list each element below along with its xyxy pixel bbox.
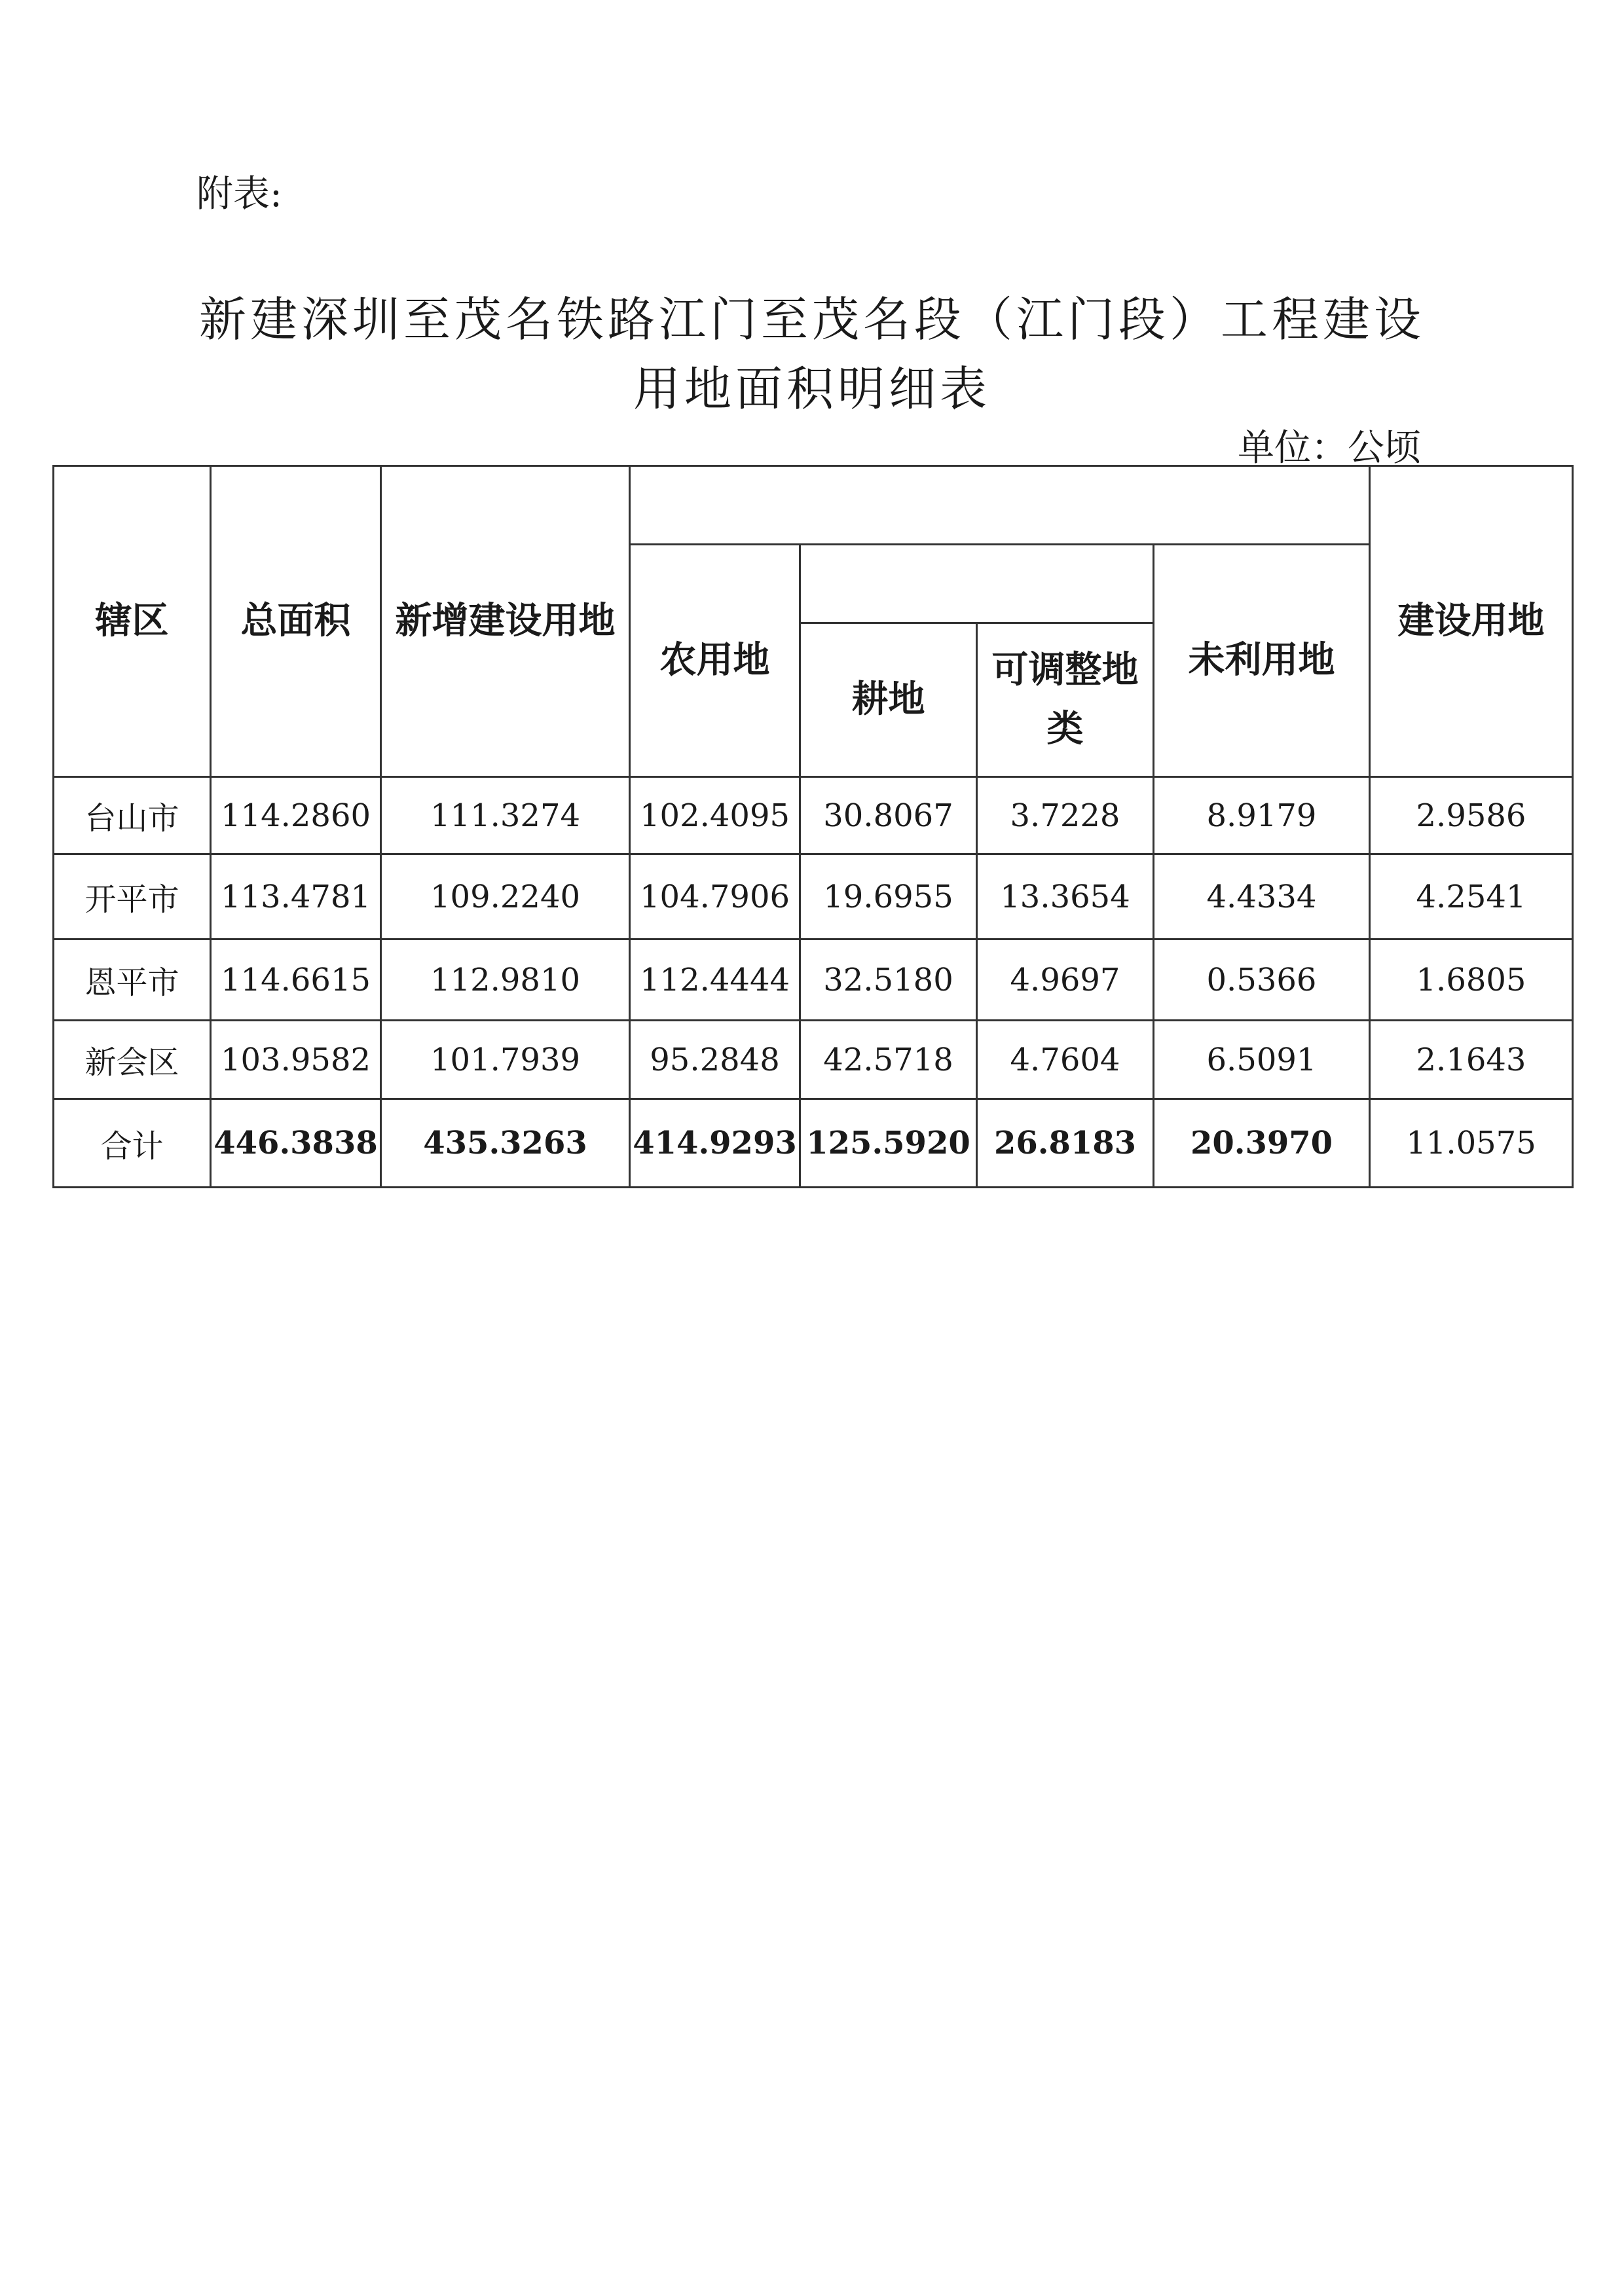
header-total-area: 总面积	[211, 466, 381, 777]
cell-cultivated-land: 19.6955	[800, 854, 977, 939]
row-name: 台山市	[54, 777, 211, 854]
total-total-area: 446.3838	[211, 1099, 381, 1188]
cell-construction-land: 2.1643	[1370, 1021, 1573, 1099]
cell-new-construction-land: 109.2240	[381, 854, 630, 939]
cell-total-area: 114.6615	[211, 939, 381, 1021]
cell-adjustable-land: 13.3654	[977, 854, 1154, 939]
cell-cultivated-land: 32.5180	[800, 939, 977, 1021]
cell-adjustable-land: 3.7228	[977, 777, 1154, 854]
cell-construction-land: 1.6805	[1370, 939, 1573, 1021]
table-row	[54, 1021, 1573, 1099]
cell-cultivated-land: 30.8067	[800, 777, 977, 854]
cell-agricultural-land: 95.2848	[630, 1021, 800, 1099]
header-unused-land: 未利用地	[1154, 545, 1370, 777]
cell-cultivated-land: 42.5718	[800, 1021, 977, 1099]
row-name: 新会区	[54, 1021, 211, 1099]
total-row-name: 合计	[54, 1099, 211, 1188]
total-adjustable-land: 26.8183	[977, 1099, 1154, 1188]
header-agricultural-land: 农用地	[630, 545, 800, 777]
cell-construction-land: 2.9586	[1370, 777, 1573, 854]
total-unused-land: 20.3970	[1154, 1099, 1370, 1188]
cell-unused-land: 8.9179	[1154, 777, 1370, 854]
total-agricultural-land: 414.9293	[630, 1099, 800, 1188]
cell-unused-land: 0.5366	[1154, 939, 1370, 1021]
cell-new-construction-land: 101.7939	[381, 1021, 630, 1099]
cell-adjustable-land: 4.9697	[977, 939, 1154, 1021]
cell-agricultural-land: 104.7906	[630, 854, 800, 939]
total-construction-land: 11.0575	[1370, 1099, 1573, 1188]
total-cultivated-land: 125.5920	[800, 1099, 977, 1188]
cell-new-construction-land: 112.9810	[381, 939, 630, 1021]
header-spacer	[630, 466, 1370, 545]
cell-agricultural-land: 102.4095	[630, 777, 800, 854]
table-row	[54, 939, 1573, 1021]
cell-agricultural-land: 112.4444	[630, 939, 800, 1021]
cell-total-area: 114.2860	[211, 777, 381, 854]
header-adjustable-land: 可调整地类	[977, 623, 1154, 777]
header-construction-land: 建设用地	[1370, 466, 1573, 777]
document-title-line1: 新建深圳至茂名铁路江门至茂名段（江门段）工程建设	[198, 292, 1425, 347]
row-name: 开平市	[54, 854, 211, 939]
attachment-label: 附表:	[196, 173, 282, 215]
header-new-construction-land: 新增建设用地	[381, 466, 630, 777]
header-district: 辖区	[54, 466, 211, 777]
cell-construction-land: 4.2541	[1370, 854, 1573, 939]
header-sub-spacer	[800, 545, 1154, 623]
header-cultivated-land: 耕地	[800, 623, 977, 777]
table-total-row	[54, 1099, 1573, 1188]
cell-unused-land: 4.4334	[1154, 854, 1370, 939]
table-row	[54, 854, 1573, 939]
row-name: 恩平市	[54, 939, 211, 1021]
cell-new-construction-land: 111.3274	[381, 777, 630, 854]
unit-label: 单位：公顷	[1238, 427, 1421, 469]
total-new-construction-land: 435.3263	[381, 1099, 630, 1188]
document-title-line2: 用地面积明细表	[633, 361, 991, 416]
cell-total-area: 113.4781	[211, 854, 381, 939]
table-row	[54, 777, 1573, 854]
land-area-table	[52, 465, 1574, 1188]
cell-unused-land: 6.5091	[1154, 1021, 1370, 1099]
cell-total-area: 103.9582	[211, 1021, 381, 1099]
cell-adjustable-land: 4.7604	[977, 1021, 1154, 1099]
